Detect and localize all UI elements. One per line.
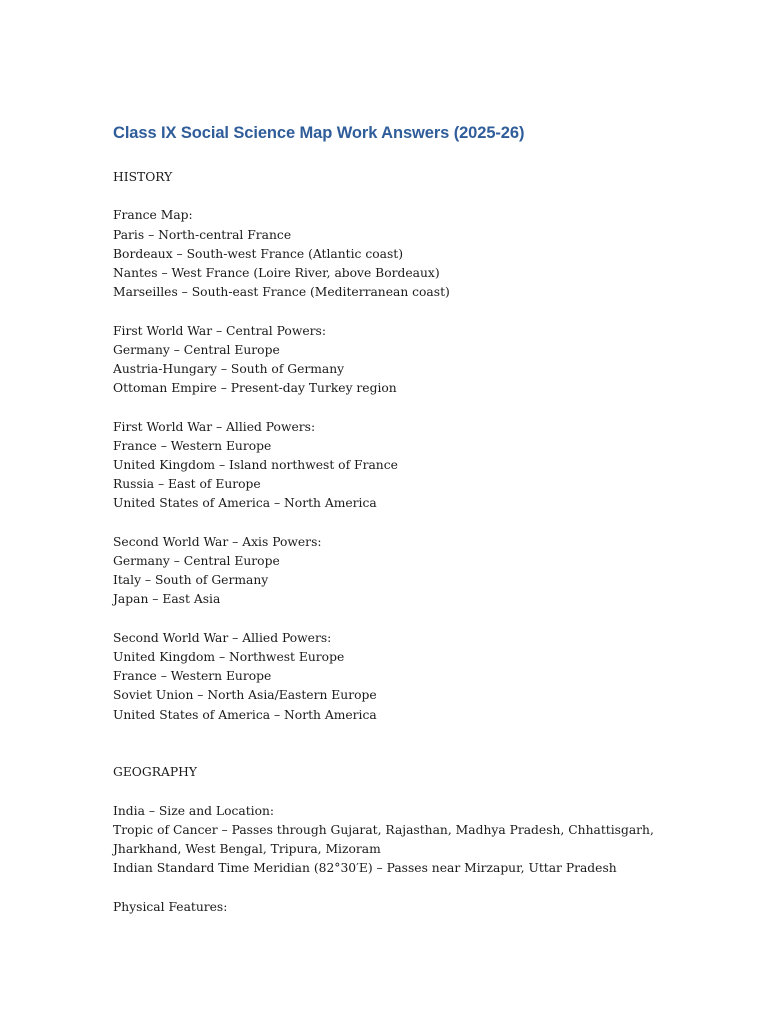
list-item: France – Western Europe	[113, 438, 272, 453]
subsection-heading: First World War – Central Powers:	[113, 323, 326, 338]
list-item: United States of America – North America	[113, 496, 377, 511]
list-item: United Kingdom – Island northwest of France	[113, 458, 398, 472]
list-item: Nantes – West France (Loire River, above Bordeaux)	[113, 266, 440, 280]
ww1-allied-block	[113, 418, 653, 514]
spacer	[113, 302, 653, 321]
document-title: Class IX Social Science Map Work Answers (2025-26)	[113, 124, 525, 142]
document-body	[113, 168, 653, 917]
list-item: Italy – South of Germany	[113, 573, 269, 588]
list-item: France – Western Europe	[113, 669, 272, 684]
india-size-location-block	[113, 802, 653, 879]
list-item: United States of America – North America	[113, 707, 377, 722]
list-item: Japan – East Asia	[113, 592, 221, 607]
spacer	[113, 782, 653, 801]
list-item: Bordeaux – South-west France (Atlantic coast)	[113, 246, 404, 261]
list-item: Austria-Hungary – South of Germany	[113, 362, 345, 376]
ww2-allied-block	[113, 629, 653, 725]
list-item: Ottoman Empire – Present-day Turkey region	[113, 381, 397, 396]
subsection-heading: France Map:	[113, 208, 193, 223]
list-item: Germany – Central Europe	[113, 342, 280, 357]
list-item: United Kingdom – Northwest Europe	[113, 650, 345, 664]
ww1-central-block	[113, 322, 653, 399]
list-item: Marseilles – South-east France (Mediterranean coast)	[113, 285, 450, 300]
ww2-axis-block	[113, 533, 653, 610]
spacer	[113, 187, 653, 206]
list-item: Tropic of Cancer – Passes through Gujarat, Rajasthan, Madhya Pradesh, Chhattisgarh,	[113, 822, 654, 837]
list-item: Paris – North-central France	[113, 227, 292, 242]
list-item: Jharkhand, West Bengal, Tripura, Mizoram	[113, 842, 381, 856]
subsection-heading-physical-features: Physical Features:	[113, 899, 228, 914]
list-item: Soviet Union – North Asia/Eastern Europe	[113, 688, 377, 703]
spacer	[113, 514, 653, 533]
list-item: Germany – Central Europe	[113, 554, 280, 568]
spacer	[113, 398, 653, 417]
list-item: Russia – East of Europe	[113, 477, 261, 492]
section-heading-history: HISTORY	[113, 170, 173, 184]
spacer	[113, 725, 653, 763]
subsection-heading: Second World War – Axis Powers:	[113, 534, 322, 549]
subsection-heading: India – Size and Location:	[113, 803, 275, 818]
list-item: Indian Standard Time Meridian (82°30′E) – Passes near Mirzapur, Uttar Pradesh	[113, 861, 617, 876]
spacer	[113, 610, 653, 629]
spacer	[113, 878, 653, 897]
section-heading-geography: GEOGRAPHY	[113, 765, 197, 780]
subsection-heading: Second World War – Allied Powers:	[113, 630, 332, 645]
france-map-block	[113, 206, 653, 302]
subsection-heading: First World War – Allied Powers:	[113, 419, 316, 434]
